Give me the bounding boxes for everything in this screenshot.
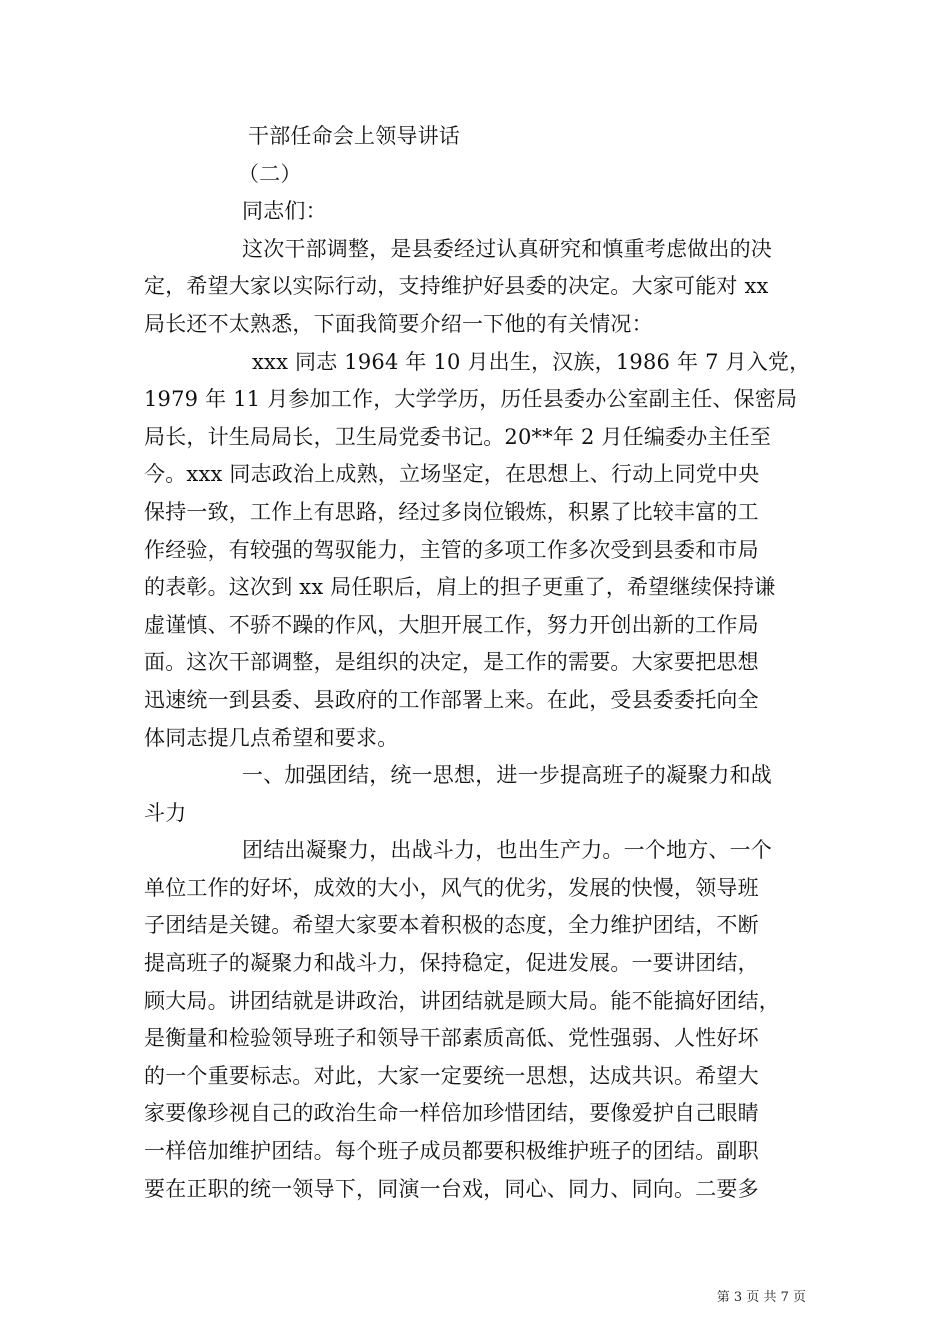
text-line: 定，希望大家以实际行动，支持维护好县委的决定。大家可能对 xx	[144, 274, 769, 299]
text-line: 同志们：	[242, 199, 327, 224]
text-line: 是衡量和检验领导班子和领导干部素质高低、党性强弱、人性好坏	[144, 1026, 759, 1051]
text-line: 家要像珍视自己的政治生命一样倍加珍惜团结，要像爱护自己眼睛	[144, 1101, 759, 1126]
document-title: 干部任命会上领导讲话	[248, 124, 460, 148]
text-line: 保持一致，工作上有思路，经过多岗位锻炼，积累了比较丰富的工	[144, 499, 759, 524]
text-line: 提高班子的凝聚力和战斗力，保持稳定，促进发展。一要讲团结，	[144, 951, 759, 976]
text-line: 的一个重要标志。对此，大家一定要统一思想，达成共识。希望大	[144, 1063, 759, 1088]
document-body	[144, 118, 824, 1208]
text-line: 团结出凝聚力，出战斗力，也出生产力。一个地方、一个	[242, 838, 772, 863]
text-line: 一样倍加维护团结。每个班子成员都要积极维护班子的团结。副职	[144, 1139, 759, 1164]
text-line: （二）	[238, 161, 302, 186]
text-line: 子团结是关键。希望大家要本着积极的态度，全力维护团结，不断	[144, 913, 759, 938]
text-line: 体同志提几点希望和要求。	[144, 725, 399, 750]
text-line: xxx 同志 1964 年 10 月出生，汉族，1986 年 7 月入党，	[252, 349, 811, 374]
text-line: 虚谨慎、不骄不躁的作风，大胆开展工作，努力开创出新的工作局	[144, 612, 759, 637]
text-line: 一、加强团结，统一思想，进一步提高班子的凝聚力和战	[242, 763, 772, 788]
text-line: 面。这次干部调整，是组织的决定，是工作的需要。大家要把思想	[144, 650, 759, 675]
text-line: 局长，计生局局长，卫生局党委书记。20**年 2 月任编委办主任至	[144, 424, 772, 449]
text-line: 斗力	[144, 800, 187, 825]
text-line: 作经验，有较强的驾驭能力，主管的多项工作多次受到县委和市局	[144, 537, 759, 562]
text-line: 顾大局。讲团结就是讲政治，讲团结就是顾大局。能不能搞好团结，	[144, 988, 780, 1013]
text-line: 1979 年 11 月参加工作，大学学历，历任县委办公室副主任、保密局	[144, 387, 798, 412]
text-line: 的表彰。这次到 xx 局任职后，肩上的担子更重了，希望继续保持谦	[144, 575, 776, 600]
page-number-footer: 第 3 页 共 7 页	[716, 1290, 806, 1305]
text-line: 迅速统一到县委、县政府的工作部署上来。在此，受县委委托向全	[144, 687, 759, 712]
text-line: 局长还不太熟悉，下面我简要介绍一下他的有关情况：	[144, 311, 653, 336]
text-line: 单位工作的好坏，成效的大小，风气的优劣，发展的快慢，领导班	[144, 875, 759, 900]
text-line: 这次干部调整，是县委经过认真研究和慎重考虑做出的决	[242, 236, 772, 261]
text-line: 今。xxx 同志政治上成熟，立场坚定，在思想上、行动上同党中央	[144, 462, 760, 487]
text-line: 要在正职的统一领导下，同演一台戏，同心、同力、同向。二要多	[144, 1176, 759, 1201]
